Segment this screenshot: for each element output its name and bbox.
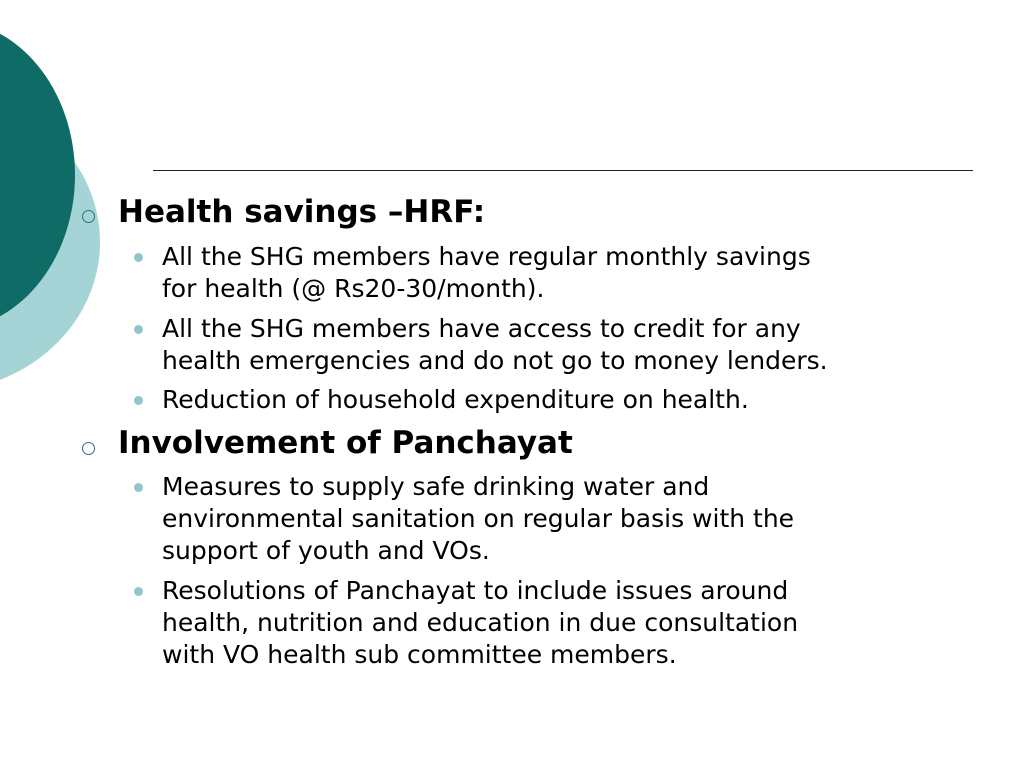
section-heading-panchayat: Involvement of Panchayat [118, 425, 573, 461]
bullet-item [162, 384, 749, 416]
bullet-line: support of youth and VOs. [162, 536, 490, 565]
bullet-line: for health (@ Rs20-30/month). [162, 274, 545, 303]
bullet-dot-icon [134, 396, 143, 405]
bullet-line: All the SHG members have regular monthly savings [162, 242, 811, 271]
bullet-line: health, nutrition and education in due consultation [162, 608, 799, 637]
bullet-item [162, 471, 794, 567]
bullet-line: Reduction of household expenditure on health. [162, 385, 749, 414]
bullet-item [162, 241, 811, 305]
bullet-dot-icon [134, 325, 143, 334]
title-divider [153, 170, 973, 171]
bullet-dot-icon [134, 253, 143, 262]
bullet-line: environmental sanitation on regular basis with the [162, 504, 795, 533]
section-heading-health-savings: Health savings –HRF: [118, 194, 486, 230]
bullet-line: health emergencies and do not go to money lenders. [162, 346, 828, 375]
section-bullet-icon [82, 210, 95, 223]
bullet-item [162, 575, 798, 671]
bullet-line: Resolutions of Panchayat to include issues around [162, 576, 789, 605]
bullet-item [162, 313, 828, 377]
bullet-line: Measures to supply safe drinking water and [162, 472, 710, 501]
bullet-line: with VO health sub committee members. [162, 640, 677, 669]
bullet-dot-icon [134, 483, 143, 492]
section-bullet-icon [82, 442, 95, 455]
bullet-line: All the SHG members have access to credit for any [162, 314, 801, 343]
bullet-dot-icon [134, 587, 143, 596]
